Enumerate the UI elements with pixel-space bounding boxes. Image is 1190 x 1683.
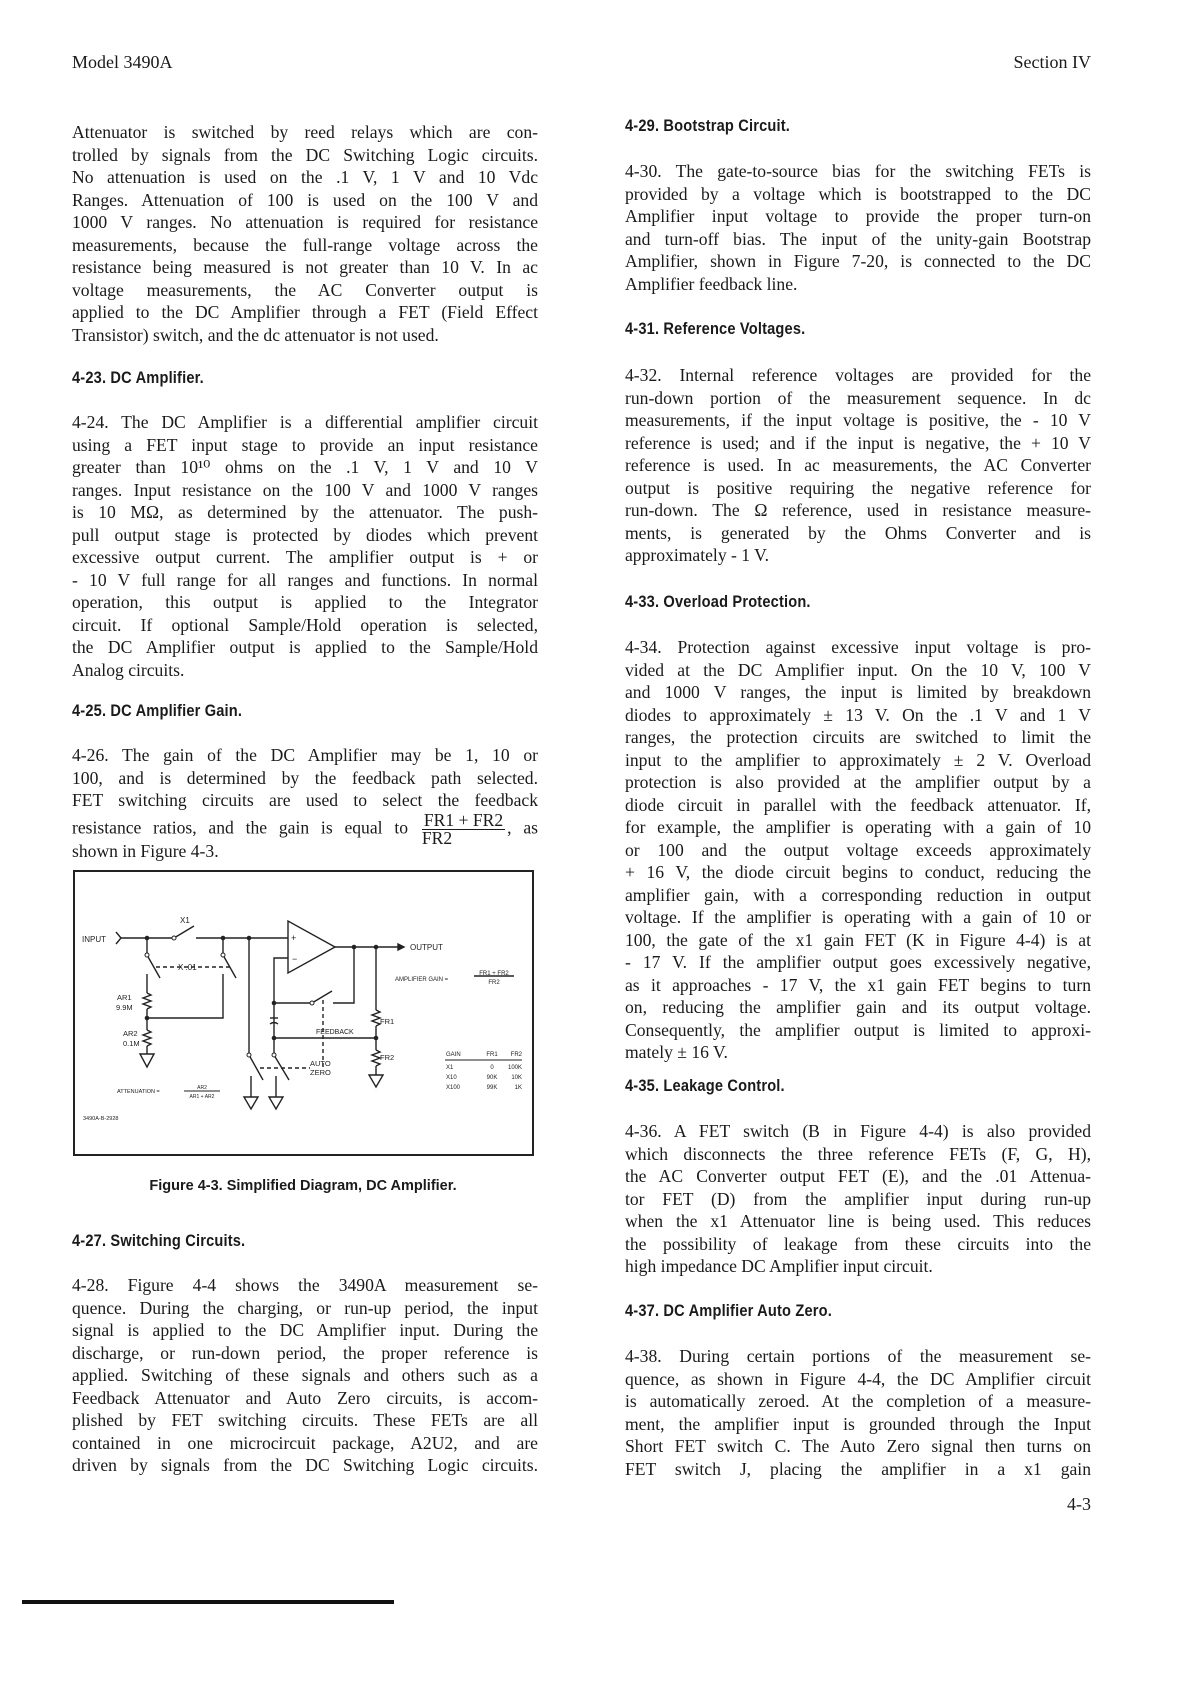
- attenuation-numerator: AR2: [197, 1085, 207, 1091]
- paragraph-line: the DC Amplifier output is applied to the Sample/Hold: [72, 637, 538, 657]
- paragraph-line: on, reducing the amplifier gain and its output voltage.: [625, 997, 1091, 1017]
- paragraph-line: applied to the DC Amplifier through a FET (Field Effect: [72, 302, 538, 322]
- paragraph-line: using a FET input stage to provide an input resistance: [72, 434, 538, 455]
- paragraph-line: diodes to approximately ± 13 V. On the .1 V and 1 V: [625, 704, 1091, 725]
- heading-4-37: 4-37. DC Amplifier Auto Zero.: [625, 1301, 832, 1320]
- paragraph-line: the possibility of leakage from these circuits into the: [625, 1233, 1091, 1254]
- label-amplifier-gain: AMPLIFIER GAIN =: [395, 977, 449, 983]
- paragraph-line: Consequently, the amplifier output is limited to approxi-: [625, 1019, 1091, 1040]
- table-cell: 10K: [511, 1075, 522, 1081]
- label-x1: X1: [180, 916, 190, 925]
- paragraph-line: measurements, if the input voltage is positive, the - 10 V: [625, 410, 1091, 430]
- paragraph-line: driven by signals from the DC Switching Logic circuits.: [72, 1455, 538, 1475]
- label-input: INPUT: [82, 935, 106, 944]
- paragraph-line: circuit. If optional Sample/Hold operation is selected,: [72, 614, 538, 635]
- paragraph-line: and 1000 V ranges, the input is limited by breakdown: [625, 682, 1091, 702]
- paragraph-line: and turn-off bias. The input of the unity-gain Bootstrap: [625, 228, 1091, 249]
- resistor-fr1: [372, 1010, 380, 1026]
- paragraph-4-38: [625, 1345, 1091, 1480]
- paragraph-line: Short FET switch C. The Auto Zero signal then turns on: [625, 1436, 1091, 1456]
- heading-4-35: 4-35. Leakage Control.: [625, 1076, 785, 1095]
- label-ar2-value: 0.1M: [123, 1039, 140, 1048]
- paragraph-line: approximately - 1 V.: [625, 545, 769, 565]
- paragraph-line: Amplifier input voltage to provide the proper turn-on: [625, 206, 1091, 226]
- paragraph-line: quence, as shown in Figure 4-4, the DC Amplifier circuit: [625, 1368, 1091, 1389]
- gain-table: [446, 1052, 523, 1091]
- output-arrow-icon: [398, 944, 404, 950]
- paragraph-line: ment, the amplifier input is grounded through the Input: [625, 1413, 1091, 1434]
- paragraph-line: 100, the gate of the x1 gain FET (K in Figure 4-4) is at: [625, 929, 1091, 950]
- header-model: Model 3490A: [72, 52, 173, 72]
- paragraph-line-fraction: [72, 809, 539, 848]
- paragraph-line: 4-32. Internal reference voltages are provided for the: [625, 365, 1091, 385]
- paragraph-line: 4-34. Protection against excessive input voltage is pro-: [625, 637, 1091, 657]
- paragraph-line: provided by a voltage which is bootstrapped to the DC: [625, 183, 1091, 204]
- fraction-numerator: FR1 + FR2: [423, 809, 504, 830]
- paragraph-line: 4-28. Figure 4-4 shows the 3490A measurement se-: [72, 1275, 538, 1295]
- paragraph-line: FET switch J, placing the amplifier in a x1 gain: [625, 1458, 1091, 1479]
- paragraph-line: which disconnects the three reference FETs (F, G, H),: [625, 1143, 1091, 1164]
- paragraph-line: 4-38. During certain portions of the measurement se-: [625, 1346, 1091, 1366]
- paragraph-line: 100, and is determined by the feedback path selected.: [72, 767, 538, 788]
- table-cell: X100: [446, 1085, 461, 1091]
- paragraph-4-26: [72, 744, 538, 862]
- paragraph-line: for example, the amplifier is operating with a gain of 10: [625, 817, 1091, 837]
- paragraph-line: reference is used. In ac measurements, the AC Converter: [625, 455, 1091, 475]
- label-fr2: FR2: [380, 1053, 395, 1062]
- paragraph-line: FET switching circuits are used to select the feedback: [72, 790, 538, 810]
- paragraph-line: Amplifier, shown in Figure 7-20, is connected to the DC: [625, 251, 1091, 271]
- paragraph-attenuator: [72, 121, 538, 346]
- paragraph-line: input to the amplifier to approximately ± 2 V. Overload: [625, 749, 1091, 770]
- paragraph-4-28: [72, 1274, 538, 1477]
- paragraph-line: when the x1 Attenuator line is being used. This reduces: [625, 1211, 1091, 1231]
- paragraph-line: voltage measurements, the AC Converter output is: [72, 279, 538, 300]
- paragraph-line: applied. Switching of these signals and others such as a: [72, 1365, 538, 1385]
- paragraph-line: ranges. Input resistance on the 100 V and 1000 V ranges: [72, 479, 538, 500]
- paragraph-4-30: [625, 160, 1091, 295]
- table-cell: 100K: [507, 1065, 522, 1071]
- paragraph-line: reference is used; and if the input is negative, the + 10 V: [625, 432, 1091, 453]
- paragraph-line: the AC Converter output FET (E), and the .01 Attenua-: [625, 1166, 1091, 1186]
- paragraph-line: pull output stage is protected by diodes which prevent: [72, 524, 538, 545]
- paragraph-line: or 100 and the output voltage exceeds approximately: [625, 839, 1091, 860]
- paragraph-line: is automatically zeroed. At the completion of a measure-: [625, 1391, 1091, 1411]
- minus-sign: −: [292, 954, 298, 964]
- gain-numerator: FR1 + FR2: [479, 971, 509, 977]
- table-header-cell: GAIN: [446, 1052, 461, 1058]
- ground-icon: [369, 1075, 383, 1087]
- table-header-cell: FR2: [510, 1052, 522, 1058]
- paragraph-line: voltage. If the amplifier is operating with a gain of 10 or: [625, 907, 1091, 927]
- paragraph-line: mately ± 16 V.: [625, 1042, 728, 1062]
- paragraph-line: contained in one microcircuit package, A2U2, and are: [72, 1432, 538, 1453]
- heading-4-27: 4-27. Switching Circuits.: [72, 1231, 246, 1250]
- paragraph-line: amplifier gain, with a corresponding reduction in output: [625, 884, 1091, 905]
- gain-denominator: FR2: [488, 980, 500, 986]
- switch-x1: [174, 926, 194, 938]
- label-ar2: AR2: [123, 1029, 138, 1038]
- paragraph-line: run-down portion of the measurement sequence. In dc: [625, 387, 1091, 408]
- paragraph-line: as it approaches - 17 V, the x1 gain FET begins to turn: [625, 974, 1091, 995]
- scan-edge-bar: [22, 1600, 394, 1604]
- text: resistance ratios, and the gain is equal to: [72, 817, 409, 838]
- label-x01: X .01: [178, 963, 197, 972]
- text: , as: [507, 817, 539, 838]
- paragraph-line: 4-30. The gate-to-source bias for the switching FETs is: [625, 161, 1091, 181]
- paragraph-line: No attenuation is used on the .1 V, 1 V and 10 Vdc: [72, 167, 538, 187]
- attenuation-denominator: AR1 + AR2: [189, 1094, 215, 1100]
- paragraph-line: Ranges. Attenuation of 100 is used on the 100 V and: [72, 189, 538, 210]
- paragraph-line: shown in Figure 4-3.: [72, 840, 219, 861]
- resistor-fr2: [372, 1050, 380, 1066]
- paragraph-line: is 10 MΩ, as determined by the attenuator. The push-: [72, 502, 538, 522]
- label-auto: AUTO: [310, 1059, 331, 1068]
- op-amp-symbol: [288, 921, 335, 973]
- paragraph-line: ments, is generated by the Ohms Converter and is: [625, 522, 1091, 543]
- label-ar1: AR1: [117, 993, 132, 1002]
- paragraph-line: - 10 V full range for all ranges and functions. In normal: [72, 569, 538, 590]
- paragraph-line: Analog circuits.: [72, 659, 185, 680]
- table-cell: X1: [446, 1065, 454, 1071]
- paragraph-line: resistance being measured is not greater than 10 V. In ac: [72, 257, 538, 277]
- ground-icon: [244, 1097, 258, 1109]
- paragraph-line: - 17 V. If the amplifier output goes excessively negative,: [625, 952, 1091, 972]
- table-cell: 0: [490, 1065, 494, 1071]
- heading-4-25: 4-25. DC Amplifier Gain.: [72, 701, 243, 720]
- paragraph-4-36: [625, 1120, 1091, 1278]
- paragraph-line: discharge, or run-down period, the proper reference is: [72, 1342, 538, 1363]
- label-zero: ZERO: [310, 1068, 331, 1077]
- figure-caption: Figure 4-3. Simplified Diagram, DC Amplifier.: [149, 1178, 457, 1194]
- paragraph-line: trolled by signals from the DC Switching Logic circuits.: [72, 144, 538, 165]
- input-chevron-icon: [116, 932, 121, 944]
- paragraph-line: greater than 10¹⁰ ohms on the .1 V, 1 V and 10 V: [72, 457, 538, 477]
- table-cell: 1K: [514, 1085, 522, 1091]
- paragraph-line: run-down. The Ω reference, used in resistance measure-: [625, 500, 1091, 520]
- paragraph-line: diode circuit in parallel with the feedback attenuator. If,: [625, 794, 1091, 815]
- label-ar1-value: 9.9M: [116, 1003, 133, 1012]
- paragraph-line: measurements, because the full-range voltage across the: [72, 234, 538, 255]
- paragraph-line: 4-26. The gain of the DC Amplifier may be 1, 10 or: [72, 745, 538, 765]
- paragraph-line: signal is applied to the DC Amplifier input. During the: [72, 1320, 538, 1340]
- heading-4-31: 4-31. Reference Voltages.: [625, 319, 806, 338]
- paragraph-line: quence. During the charging, or run-up period, the input: [72, 1297, 538, 1318]
- gain-fraction: [421, 809, 505, 848]
- ground-icon: [269, 1097, 283, 1109]
- table-header-cell: FR1: [486, 1052, 498, 1058]
- paragraph-line: Amplifier feedback line.: [625, 273, 798, 294]
- page-number: 4-3: [1067, 1494, 1091, 1514]
- paragraph-line: + 16 V, the diode circuit begins to conduct, reducing the: [625, 862, 1091, 882]
- paragraph-line: Feedback Attenuator and Auto Zero circuits, is accom-: [72, 1387, 538, 1408]
- paragraph-4-32: [625, 364, 1091, 567]
- table-cell: X10: [446, 1075, 457, 1081]
- paragraph-4-34: [625, 636, 1091, 1064]
- paragraph-line: output is positive requiring the negative reference for: [625, 477, 1091, 498]
- resistor-ar1: [143, 993, 151, 1009]
- heading-4-29: 4-29. Bootstrap Circuit.: [625, 116, 790, 135]
- paragraph-line: operation, this output is applied to the Integrator: [72, 592, 538, 612]
- label-output: OUTPUT: [410, 943, 443, 952]
- heading-4-23: 4-23. DC Amplifier.: [72, 368, 204, 387]
- heading-4-33: 4-33. Overload Protection.: [625, 592, 811, 611]
- drawing-number: 3490A-B-2928: [83, 1116, 119, 1122]
- paragraph-line: 1000 V ranges. No attenuation is required for resistance: [72, 212, 538, 232]
- resistor-ar2: [143, 1030, 151, 1046]
- paragraph-line: protection is also provided at the amplifier output by a: [625, 772, 1091, 792]
- table-cell: 90K: [486, 1075, 498, 1081]
- paragraph-line: Transistor) switch, and the dc attenuator is not used.: [72, 324, 439, 345]
- paragraph-line: Attenuator is switched by reed relays which are con-: [72, 122, 538, 142]
- label-attenuation: ATTENUATION =: [117, 1089, 160, 1095]
- paragraph-line: plished by FET switching circuits. These FETs are all: [72, 1410, 538, 1430]
- paragraph-line: 4-36. A FET switch (B in Figure 4-4) is also provided: [625, 1121, 1091, 1141]
- label-fr1: FR1: [380, 1017, 395, 1026]
- figure-dc-amplifier-diagram: [60, 870, 540, 1170]
- plus-sign: +: [291, 933, 297, 943]
- paragraph-line: excessive output current. The amplifier output is + or: [72, 547, 538, 567]
- label-feedback: FEEDBACK: [316, 1029, 354, 1036]
- paragraph-line: ranges, the protection circuits are switched to limit the: [625, 727, 1091, 747]
- ground-icon: [140, 1054, 154, 1067]
- table-cell: 99K: [486, 1085, 498, 1091]
- paragraph-line: tor FET (D) from the amplifier input during run-up: [625, 1188, 1091, 1209]
- figure-border: [74, 871, 533, 1155]
- switch-feedback: [312, 991, 332, 1003]
- paragraph-line: 4-24. The DC Amplifier is a differential amplifier circuit: [72, 412, 538, 432]
- header-section: Section IV: [1013, 52, 1091, 72]
- paragraph-line: high impedance DC Amplifier input circuit.: [625, 1256, 933, 1276]
- fraction-denominator: FR2: [421, 827, 453, 848]
- paragraph-4-24: [72, 411, 538, 681]
- paragraph-line: vided at the DC Amplifier input. On the 10 V, 100 V: [625, 659, 1091, 680]
